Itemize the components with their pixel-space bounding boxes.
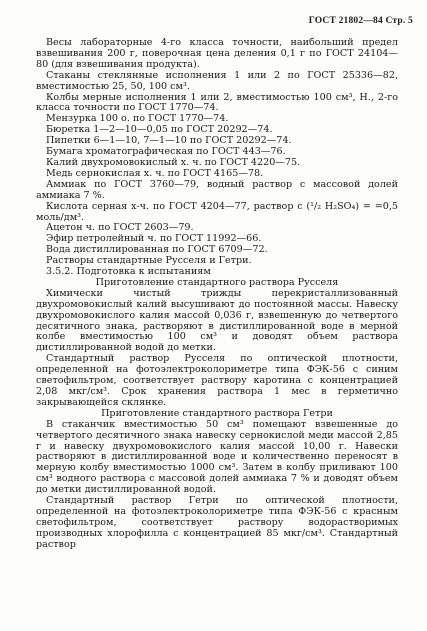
paragraph: Бумага хроматографическая по ГОСТ 443—76. — [46, 146, 286, 158]
subheading: Приготовление стандартного раствора Гетри — [101, 407, 333, 419]
paragraph: Эфир петролейный ч. по ГОСТ 11992—66. — [46, 233, 262, 245]
page-header: ГОСТ 21802—84 Стр. 5 — [308, 16, 413, 26]
paragraph: Кислота серная х-ч. по ГОСТ 4204—77, раствор c (¹/₂ H₂SO₄) = =0,5 моль/дм³. — [36, 200, 398, 223]
paragraph: Колбы мерные исполнения 1 или 2, вместимостью 100 см³, Н., 2-го класса точности по ГОСТ 1770—74. — [36, 91, 398, 114]
section-heading: 3.5.2. Подготовка к испытаниям — [46, 266, 211, 278]
document-body — [36, 38, 398, 551]
paragraph: Стандартный раствор Русселя по оптической плотности, определенной на фотоэлектроколориметре типа ФЭК-56 с синим светофильтром, соответствует раствору каротина с концентрацией 2,08 мкг/см³. Срок хранения раствора 1 мес в герметично закрывающейся склянке. — [36, 353, 398, 408]
paragraph: Растворы стандартные Русселя и Гетри. — [46, 255, 252, 267]
paragraph: Весы лабораторные 4-го класса точности, наибольший предел взвешивания 200 г, поверочная цена деления 0,1 г по ГОСТ 24104—80 (для взвешивания продукта). — [36, 37, 398, 70]
subheading: Приготовление стандартного раствора Русселя — [95, 276, 339, 288]
paragraph: Стандартный раствор Гетри по оптической плотности, определенной на фотоэлектроколориметре типа ФЭК-56 с красным светофильтром, соответствует раствору водорастворимых производных хлорофилла с концентрацией 85 мкг/см³. Стандартный раствор — [36, 495, 398, 550]
paragraph: Калий двухромовокислый х. ч. по ГОСТ 4220—75. — [46, 156, 301, 168]
paragraph: Аммиак по ГОСТ 3760—79, водный раствор с массовой долей аммиака 7 %. — [36, 178, 398, 201]
paragraph: В стаканчик вместимостью 50 см³ помещают взвешенные до четвертого десятичного знака навеску сернокислой меди массой 2,85 г и навеску двухромовокислого калия массой 10,00 г. Навески растворяют в дистиллированной воде и количественно переносят в мерную колбу вместимостью 1000 см³. Затем в колбу приливают 100 см³ водного раствора с массовой долей аммиака 7 % и доводят объем до метки дистиллированной водой. — [36, 418, 398, 496]
paragraph: Вода дистиллированная по ГОСТ 6709—72. — [46, 244, 268, 256]
paragraph: Мензурка 100 о. по ГОСТ 1770—74. — [46, 113, 229, 125]
paragraph: Химически чистый трижды перекристаллизованный двухромовокислый калий высушивают до постоянной массы. Навеску двухромовокислого калия массой 0,036 г, взвешенную до четвертого десятичного знака, растворяют в дистиллированной воде в мерной колбе вместимостью 100 см³ и доводят объем раствора дистиллированной водой до метки. — [36, 287, 398, 354]
paragraph: Стаканы стеклянные исполнения 1 или 2 по ГОСТ 25336—82, вместимостью 25, 50, 100 см³. — [36, 69, 398, 92]
paragraph: Пипетки 6—1—10, 7—1—10 по ГОСТ 20292—74. — [46, 135, 292, 147]
paragraph: Бюретка 1—2—10—0,05 по ГОСТ 20292—74. — [46, 124, 273, 136]
paragraph: Ацетон ч. по ГОСТ 2603—79. — [46, 222, 194, 234]
paragraph: Медь сернокислая х. ч. по ГОСТ 4165—78. — [46, 167, 264, 179]
